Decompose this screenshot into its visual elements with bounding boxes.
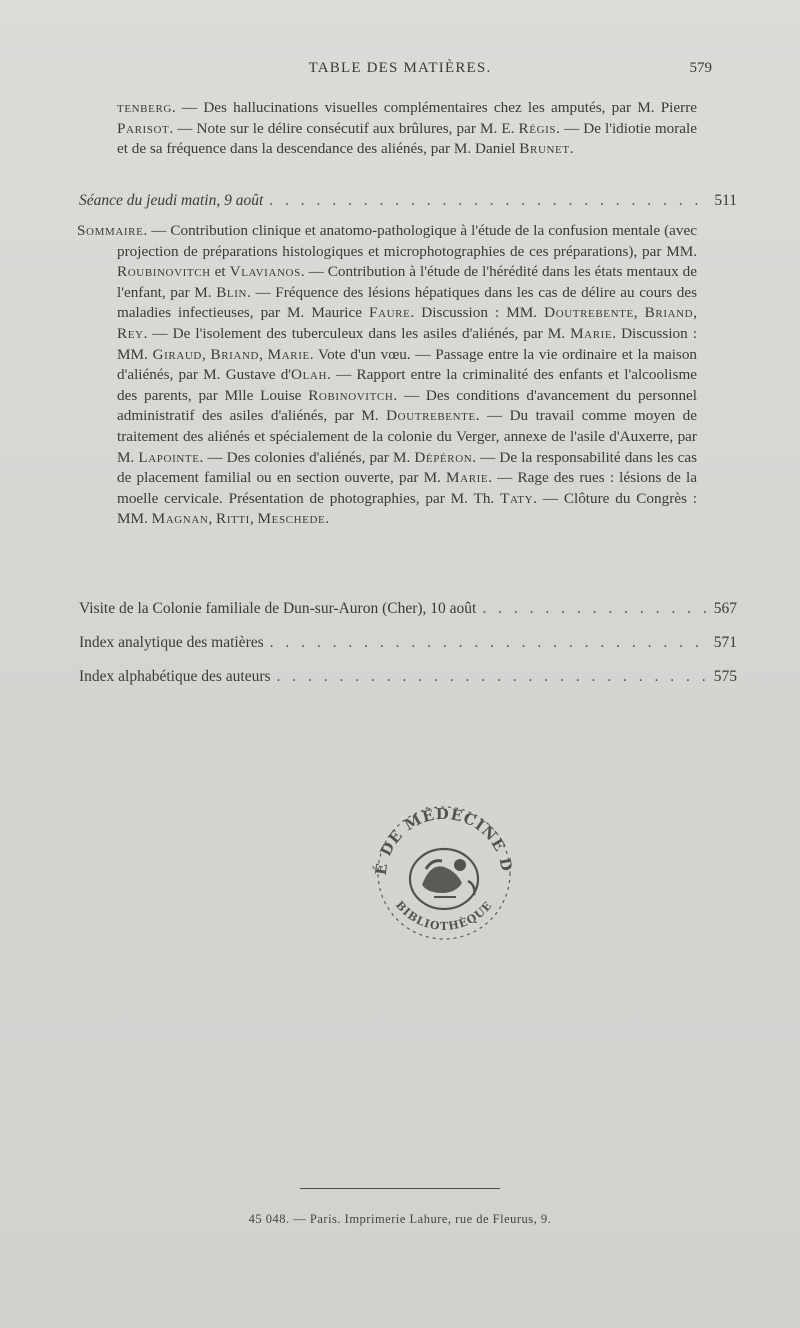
author-name: Rey	[117, 324, 144, 342]
entry-text: .	[569, 140, 574, 158]
printer-colophon: 45 048. — Paris. Imprimerie Lahure, rue de Fleurus, 9.	[248, 1212, 552, 1226]
library-stamp-icon	[364, 785, 524, 950]
entry-text: et	[210, 263, 230, 281]
entry-text: . — Contribution à l'étude de l'hérédité dans les états mentaux de l'enfant, par M.	[117, 263, 697, 301]
stamp-top-text: É DE MÉDECINE D	[371, 804, 516, 877]
entry-text: . — Du travail comme moyen de traitement des aliénés et spécialement de la colonie du Verger, annexe de l'asile d'Auxerre, par M.	[117, 407, 697, 466]
svg-text:BIBLIOTHÈQUE	[393, 899, 495, 933]
dot-leader	[270, 632, 707, 654]
entry-text: ,	[208, 510, 217, 528]
dot-leader	[277, 666, 707, 688]
entry-text: . Discussion : MM.	[117, 324, 697, 363]
dot-leader	[269, 190, 707, 212]
toc-entry-page: 571	[713, 634, 737, 651]
author-name: Faure	[369, 304, 411, 322]
author-name: Briand	[210, 345, 260, 363]
first-paragraph	[117, 98, 697, 160]
toc-entry-label: Index alphabétique des auteurs	[79, 668, 271, 685]
author-name: Régis	[518, 119, 557, 137]
entry-text: . — Des hallucinations visuelles complémentaires chez les amputés, par M. Pierre	[171, 99, 697, 116]
toc-entry-first-session	[117, 98, 697, 160]
author-name: Marie	[446, 469, 489, 487]
toc-entry-label: Visite de la Colonie familiale de Dun-sur-Auron (Cher), 10 août	[79, 600, 477, 617]
entry-text: . — De l'isolement des tuberculeux dans les asiles d'aliénés, par M.	[143, 324, 571, 342]
entry-text: . — De la responsabilité dans les cas de placement familial ou en section ouverte, par M.	[117, 448, 697, 487]
entry-text: . — Contribution clinique et anatomo-pathologique à l'étude de la confusion mentale (avec projection de préparations histologiques et microphotographies de ces préparations), par MM.	[117, 222, 697, 260]
page-number: 579	[689, 60, 712, 76]
author-name: Parisot	[117, 119, 170, 137]
toc-entry-page: 575	[713, 668, 737, 685]
entry-text: . — Fréquence des lésions hépatiques dans les cas de délire au cours des maladies infectieuses, par M. Maurice	[117, 283, 697, 322]
entry-text: ,	[633, 304, 645, 322]
stamp-bottom-text: BIBLIOTHÈQUE	[392, 898, 496, 933]
author-name: Robinovitch	[308, 386, 394, 404]
toc-entry-seance	[79, 190, 737, 212]
author-name: Marie	[267, 345, 310, 363]
entry-text: . — Rapport entre la criminalité des enfants et l'alcoolisme des parents, par Mlle Louise	[117, 366, 697, 404]
entry-text: . Discussion : MM.	[410, 304, 545, 322]
author-name: Briand	[644, 304, 694, 322]
entry-text: . — Des conditions d'avancement du personnel administratif des asiles d'aliénés, par M.	[117, 386, 698, 425]
author-name: Dépéron	[414, 448, 473, 466]
toc-entry-visite	[79, 598, 737, 620]
author-name: Ritti	[216, 510, 250, 528]
entry-text: ,	[249, 510, 258, 528]
author-name: Brunet	[519, 140, 570, 158]
author-name: Doutrebente	[544, 304, 634, 322]
author-name: Taty	[500, 489, 534, 507]
dot-leader	[482, 598, 707, 620]
entry-text: . — Note sur le délire consécutif aux brûlures, par M. E.	[169, 119, 519, 137]
entry-text: . Vote d'un vœu. — Passage entre la vie ordinaire et la maison d'aliénés, par M. Gustave d'	[117, 345, 698, 384]
svg-text:FACULTÉ DE MÉDECINE DE PARIS	[364, 785, 516, 876]
author-name: Blin	[216, 283, 248, 301]
author-name: Doutrebente	[386, 407, 476, 425]
author-name: Lapointe	[138, 448, 200, 466]
entry-text: . — Clôture du Congrès : MM.	[117, 489, 697, 528]
entry-text: . — De l'idiotie morale et de sa fréquence dans la descendance des aliénés, par M. Daniel	[117, 119, 698, 158]
author-name: Giraud	[152, 345, 202, 363]
entry-text: .	[325, 510, 330, 528]
toc-entry-page: 567	[713, 600, 737, 617]
entry-text: ,	[693, 304, 698, 322]
toc-entry-index-analytique	[79, 632, 737, 654]
author-name: Magnan	[151, 510, 209, 528]
author-name: Sommaire	[77, 222, 144, 239]
footer-rule	[300, 1188, 500, 1189]
toc-seance-label: Séance du jeudi matin, 9 août	[79, 192, 264, 209]
running-head	[0, 60, 800, 84]
toc-entry-index-alphabetique	[79, 666, 737, 688]
toc-entry-label: Index analytique des matières	[79, 634, 264, 651]
entry-text: . — Rage des rues : lésions de la moelle cervicale. Présentation de photographies, par M. Th.	[117, 469, 697, 507]
toc-sommaire	[77, 221, 698, 530]
running-title: TABLE DES MATIÈRES.	[308, 60, 492, 76]
sommaire-paragraph	[77, 221, 698, 530]
toc-seance-page: 511	[714, 192, 737, 209]
author-name: Marie	[570, 324, 613, 342]
author-name: Vlavianos	[229, 263, 301, 281]
entry-text: ,	[259, 345, 268, 363]
author-name: Meschede	[257, 510, 326, 528]
author-name: Olah	[291, 366, 328, 384]
author-name: tenberg	[117, 99, 172, 116]
author-name: Roubinovitch	[117, 263, 211, 281]
entry-text: . — Des colonies d'aliénés, par M.	[199, 448, 415, 466]
entry-text: ,	[201, 345, 211, 363]
